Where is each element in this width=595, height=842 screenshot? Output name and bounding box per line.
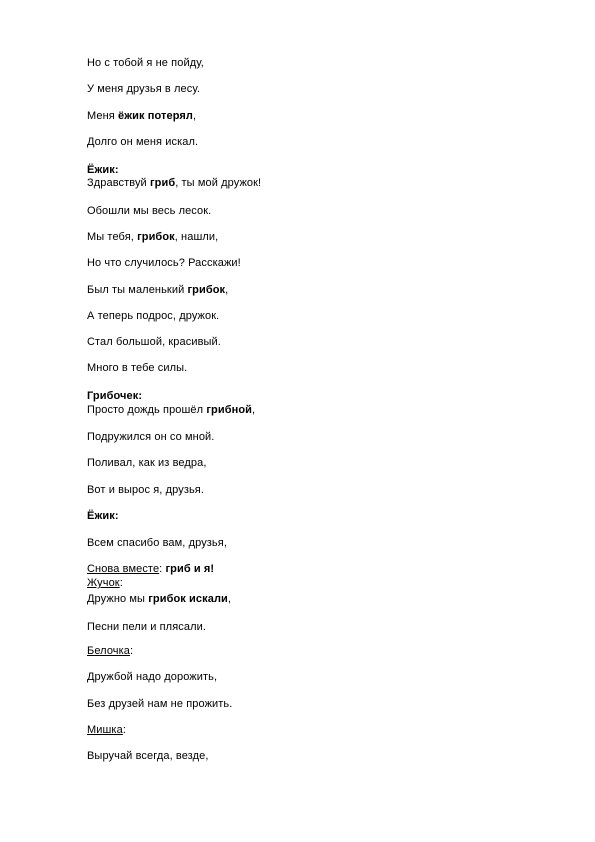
text-segment: грибок искали bbox=[148, 593, 228, 605]
text-segment: Поливал, как из ведра, bbox=[87, 457, 207, 469]
text-line bbox=[87, 110, 196, 123]
text-segment: грибок bbox=[187, 284, 226, 296]
text-segment: Много в тебе силы. bbox=[87, 362, 188, 374]
text-line bbox=[87, 457, 207, 470]
speaker-label bbox=[87, 390, 142, 403]
text-segment: грибок bbox=[137, 231, 175, 243]
text-segment: Грибочек: bbox=[87, 390, 143, 402]
text-segment: гриб и я! bbox=[165, 563, 215, 575]
text-segment: : bbox=[119, 577, 123, 589]
text-line bbox=[87, 57, 204, 70]
text-line bbox=[87, 177, 261, 190]
text-segment: Вот и вырос я, друзья. bbox=[87, 484, 205, 496]
text-line bbox=[87, 698, 232, 711]
text-line bbox=[87, 231, 218, 244]
text-line bbox=[87, 404, 255, 417]
text-segment: Белочка bbox=[87, 645, 130, 657]
speaker-label bbox=[87, 724, 126, 737]
text-segment: , bbox=[227, 593, 232, 605]
speaker-label bbox=[87, 164, 119, 177]
text-segment: Подружился он со мной. bbox=[87, 431, 215, 443]
text-segment: грибной bbox=[206, 404, 253, 416]
text-segment: Меня bbox=[87, 110, 118, 122]
text-segment: ёжик потерял bbox=[118, 110, 194, 122]
text-segment: Снова вместе bbox=[87, 563, 160, 575]
text-segment: , bbox=[252, 404, 256, 416]
text-line bbox=[87, 671, 217, 684]
text-line bbox=[87, 310, 219, 323]
text-segment: Но с тобой я не пойду, bbox=[87, 57, 204, 69]
text-segment: Песни пели и плясали. bbox=[87, 621, 206, 633]
text-line bbox=[87, 136, 198, 149]
text-line bbox=[87, 563, 214, 576]
text-segment: , нашли, bbox=[174, 231, 219, 243]
text-segment: , bbox=[193, 110, 197, 122]
text-line bbox=[87, 83, 200, 96]
speaker-label bbox=[87, 510, 119, 523]
text-segment: А теперь подрос, дружок. bbox=[87, 310, 220, 322]
text-segment: Ёжик: bbox=[87, 164, 119, 176]
text-segment: Жучок bbox=[87, 577, 120, 589]
text-segment: Обошли мы весь лесок. bbox=[87, 205, 212, 217]
text-segment: , bbox=[225, 284, 229, 296]
text-line bbox=[87, 257, 241, 270]
text-segment: У меня друзья в лесу. bbox=[87, 83, 201, 95]
text-segment: : bbox=[122, 724, 126, 736]
text-line bbox=[87, 205, 211, 218]
text-segment: Выручай всегда, везде, bbox=[87, 750, 209, 762]
text-segment: Дружбой надо дорожить, bbox=[87, 671, 218, 683]
text-segment: Мы тебя, bbox=[87, 231, 138, 243]
text-segment: гриб bbox=[149, 177, 176, 189]
text-segment: Дружно мы bbox=[87, 593, 149, 605]
text-segment: Просто дождь прошёл bbox=[87, 404, 207, 416]
speaker-label bbox=[87, 577, 123, 590]
text-segment: Без друзей нам не прожить. bbox=[87, 698, 233, 710]
text-segment: : bbox=[159, 563, 166, 575]
text-segment: Долго он меня искал. bbox=[87, 136, 199, 148]
text-segment: Был ты маленький bbox=[87, 284, 188, 296]
text-line bbox=[87, 621, 206, 634]
text-line bbox=[87, 362, 187, 375]
text-segment: : bbox=[130, 645, 134, 657]
text-segment: Здравствуй bbox=[87, 177, 150, 189]
text-line bbox=[87, 484, 204, 497]
text-segment: Всем спасибо вам, друзья, bbox=[87, 537, 227, 549]
text-segment: Мишка bbox=[87, 724, 123, 736]
text-line bbox=[87, 750, 208, 763]
text-segment: Ёжик: bbox=[87, 510, 119, 522]
text-line bbox=[87, 537, 227, 550]
text-line bbox=[87, 431, 214, 444]
text-line bbox=[87, 336, 221, 349]
text-line bbox=[87, 593, 231, 606]
text-segment: , ты мой дружок! bbox=[175, 177, 262, 189]
text-line bbox=[87, 284, 228, 297]
text-segment: Но что случилось? Расскажи! bbox=[87, 257, 241, 269]
text-segment: Стал большой, красивый. bbox=[87, 336, 221, 348]
speaker-label bbox=[87, 645, 133, 658]
